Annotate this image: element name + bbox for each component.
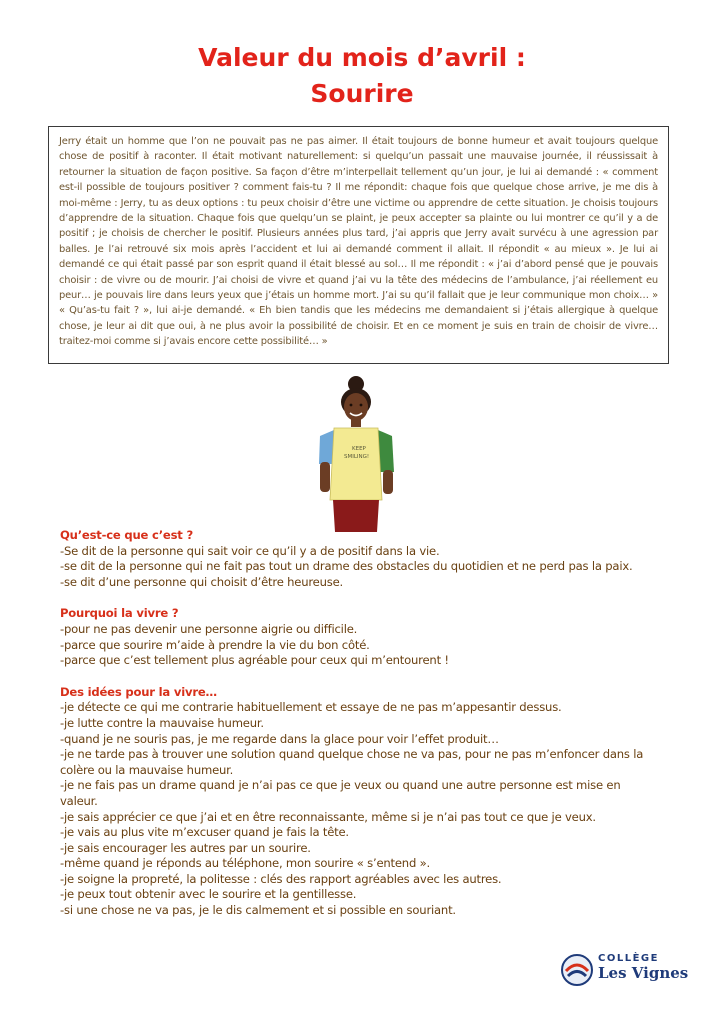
list-item: -même quand je réponds au téléphone, mon sourire « s’entend ».: [60, 856, 430, 871]
list-item: -Se dit de la personne qui sait voir ce qu’il y a de positif dans la vie.: [60, 543, 440, 558]
list-item: -je soigne la propreté, la politesse : clés des rapport agréables avec les autres.: [60, 871, 502, 886]
section-heading: Pourquoi la vivre ?: [60, 606, 179, 621]
list-item: -parce que sourire m’aide à prendre la vie du bon côté.: [60, 637, 370, 652]
yellow-shirt: [330, 428, 382, 500]
left-eye: [350, 404, 353, 407]
list-item: -je lutte contre la mauvaise humeur.: [60, 715, 264, 730]
title-line-2: Sourire: [310, 79, 414, 108]
blue-sleeve: [319, 430, 334, 464]
right-eye: [360, 404, 363, 407]
left-arm: [320, 462, 330, 492]
college-emblem-icon: [560, 953, 594, 987]
list-item: -se dit de la personne qui ne fait pas tout un drame des obstacles du quotidien et ne perd pas la paix.: [60, 559, 633, 574]
section-heading: Qu’est-ce que c’est ?: [60, 528, 194, 542]
value-sections: [60, 528, 652, 935]
smiling-girl-illustration: [300, 372, 412, 532]
story-box: Jerry était un homme que l’on ne pouvait pas ne pas aimer. Il était toujours de bonne humeur et avait toujours quelque chose de positif à raconter. Il était motivant naturellement: si quelqu’un passait une mauvaise journée, il réussissait à retourner la situation de façon positive. Sa façon d’être m’interpellait tellement qu’un jour, je lui ai demandé : « comment est-il possible de toujours positiver ? comment fais-tu ? Il me répondit: chaque fois que quelque chose arrive, je me dis à moi-même : Jerry, tu as deux options : tu peux choisir d’être une victime ou apprendre de cette situation. Je choisis toujours d’apprendre de la situation. Chaque fois que quelqu’un se plaint, je peux accepter sa plainte ou lui montrer ce qu’il y a de positif ; je choisis de chercher le positif. Plusieurs années plus tard, j’ai appris que Jerry avait survécu à une agression par balles. Je l’ai retrouvé six mois après l’accident et lui ai demandé comment il allait. Il répondit « au mieux ». Je lui ai demandé ce qui était passé par son esprit quand il était blessé au sol… Il me répondit : « j’ai d’abord pensé que je pouvais choisir : de vivre ou de mourir. J’ai choisi de vivre et quand j’ai vu la tête des médecins de l’ambulance, j’ai réellement eu peur… je pouvais lire dans leurs yeux que j’étais un homme mort. J’ai su qu’il fallait que je leur communique mon choix… » « Qu’as-tu fait ? », lui ai-je demandé. « Eh bien tandis que les médecins me demandaient si j’étais allergique à quelque chose, je leur ai dit que oui, à ne plus avoir la possibilité de choisir. Et en ce moment je suis en train de choisir de vivre… traitez-moi comme si j’avais encore cette possibilité… »: [48, 126, 669, 364]
list-item: -si une chose ne va pas, je le dis calmement et si possible en souriant.: [60, 903, 456, 918]
section-what-is-it: [60, 528, 652, 590]
shirt-text-line-2: SMILING!: [344, 454, 370, 460]
list-item: -quand je ne souris pas, je me regarde dans la glace pour voir l’effet produit…: [60, 731, 499, 746]
section-why-live-it: [60, 606, 652, 668]
list-item: -je sais encourager les autres par un sourire.: [60, 840, 311, 855]
college-logo: [560, 953, 689, 989]
list-item: -je détecte ce qui me contrarie habituellement et essaye de ne pas m’appesantir dessus.: [60, 700, 562, 715]
page-title: [0, 40, 724, 112]
right-arm: [383, 470, 393, 494]
logo-line-2: Les Vignes: [598, 964, 689, 982]
section-ideas: [60, 685, 652, 919]
title-line-1: Valeur du mois d’avril :: [198, 43, 526, 72]
list-item: -je sais apprécier ce que j’ai et en être reconnaissante, même si je n’ai pas tout ce que je veux.: [60, 809, 596, 824]
list-item: -se dit d’une personne qui choisit d’être heureuse.: [60, 574, 343, 589]
list-item: -je ne tarde pas à trouver une solution quand quelque chose ne va pas, pour ne pas m’enfoncer dans la colère ou la mauvaise humeur.: [60, 747, 644, 777]
face: [344, 393, 368, 421]
list-item: -je ne fais pas un drame quand je n’ai pas ce que je veux ou quand une autre personne est mise en valeur.: [60, 778, 621, 808]
neck: [351, 419, 361, 427]
list-item: -parce que c’est tellement plus agréable pour ceux qui m’entourent !: [60, 653, 449, 668]
section-heading: Des idées pour la vivre…: [60, 684, 217, 699]
shirt-text-line-1: KEEP: [352, 446, 366, 452]
list-item: -je peux tout obtenir avec le sourire et la gentillesse.: [60, 887, 357, 902]
logo-line-1: COLLÈGE: [598, 953, 659, 964]
list-item: -pour ne pas devenir une personne aigrie ou difficile.: [60, 621, 358, 636]
list-item: -je vais au plus vite m’excuser quand je fais la tête.: [60, 825, 349, 840]
